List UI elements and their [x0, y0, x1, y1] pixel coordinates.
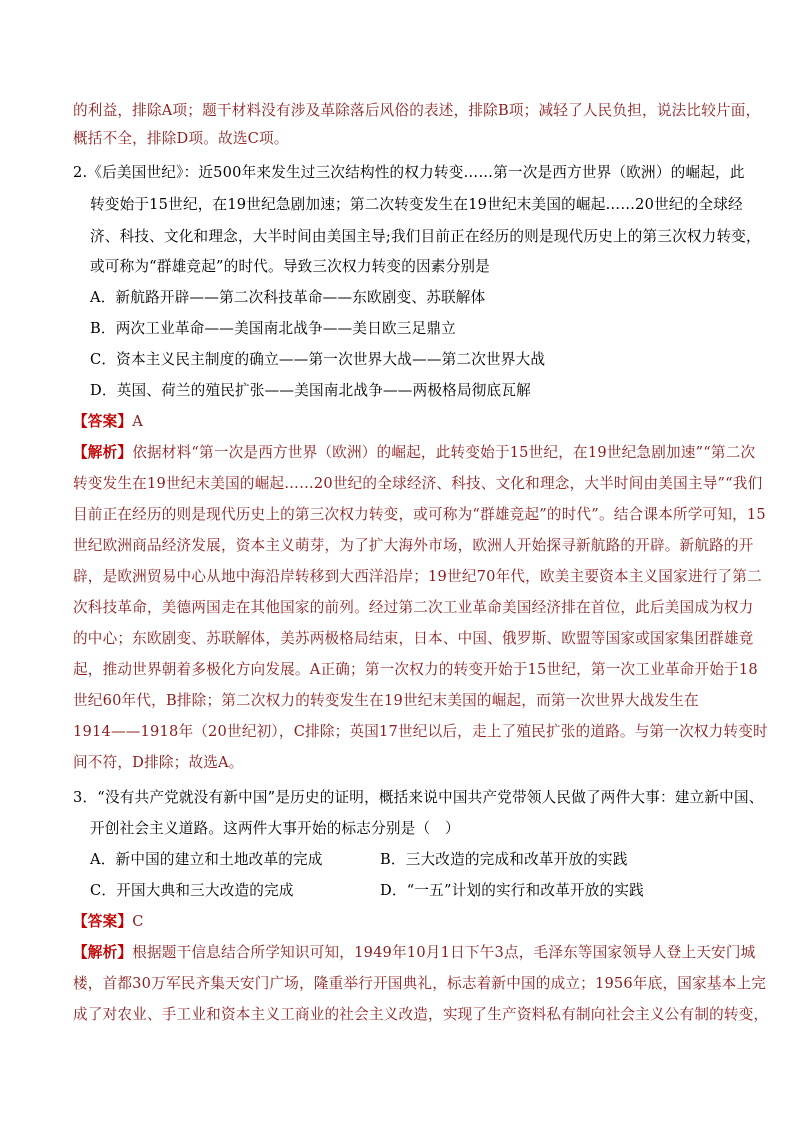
question-stem-line: 转变始于15世纪，在19世纪急剧加速；第二次转变发生在19世纪末美国的崛起……20世纪的全球经 — [90, 196, 743, 213]
analysis-text-line: 的中心；东欧剧变、苏联解体，美苏两极格局结束，日本、中国、俄罗斯、欧盟等国家或国家集团群雄竟 — [73, 630, 754, 647]
option-b: B．两次工业革命——美国南北战争——美日欧三足鼎立 — [90, 320, 456, 337]
answer-value: C — [132, 913, 144, 930]
question-stem-line: 或可称为“群雄竞起”的时代。导致三次权力转变的因素分别是 — [90, 258, 490, 275]
question-stem-line: 开创社会主义道路。这两件大事开始的标志分别是（ ） — [90, 820, 460, 837]
analysis-text-line: 概括不全，排除D项。故选C项。 — [73, 130, 289, 147]
analysis-tag: 【解析】 — [73, 444, 133, 461]
answer-tag: 【答案】 — [73, 413, 133, 430]
analysis-first-line — [73, 943, 755, 963]
question-stem-line: 济、科技、文化和理念，大半时间由美国主导;我们目前正在经历的则是现代历史上的第三次权力转变， — [90, 228, 761, 245]
analysis-text-line: 根据题干信息结合所学知识可知，1949年10月1日下午3点，毛泽东等国家领导人登上天安门城 — [132, 944, 756, 961]
analysis-text-line: 次科技革命，美德两国走在其他国家的前列。经过第二次工业革命美国经济排在首位，此后美国成为权力 — [73, 599, 754, 616]
option-d: D．“一五”计划的实行和改革开放的实践 — [380, 882, 644, 899]
option-d: D．英国、荷兰的殖民扩张——美国南北战争——两极格局彻底瓦解 — [90, 382, 531, 399]
analysis-first-line — [73, 443, 755, 463]
analysis-text-line: 起，推动世界朝着多极化方向发展。A正确；第一次权力的转变开始于15世纪，第一次工业革命开始于18 — [73, 661, 758, 678]
answer-line — [73, 912, 144, 932]
analysis-text-line: 辟，是欧洲贸易中心从地中海沿岸转移到大西洋沿岸；19世纪70年代，欧美主要资本主义国家进行了第二 — [73, 568, 762, 585]
analysis-text-line: 的利益，排除A项；题干材料没有涉及革除落后风俗的表述，排除B项；减轻了人民负担，说法比较片面， — [73, 102, 761, 119]
analysis-text-line: 转变发生在19世纪末美国的崛起……20世纪的全球经济、科技、文化和理念，大半时间由美国主导”“我们 — [73, 475, 763, 492]
question-stem-line: 3．“没有共产党就没有新中国”是历史的证明，概括来说中国共产党带领人民做了两件大事：建立新中国、 — [73, 789, 764, 806]
analysis-text-line: 目前正在经历的则是现代历史上的第三次权力转变，或可称为“群雄竞起”的时代”。结合课本所学可知，15 — [73, 506, 766, 523]
option-c: C．资本主义民主制度的确立——第一次世界大战——第二次世界大战 — [90, 351, 546, 368]
analysis-text-line: 世纪欧洲商品经济发展，资本主义萌芽，为了扩大海外市场，欧洲人开始探寻新航路的开辟。新航路的开 — [73, 537, 754, 554]
analysis-text-line: 1914——1918年（20世纪初），C排除；英国17世纪以后，走上了殖民扩张的道路。与第一次权力转变时 — [73, 723, 768, 740]
option-a: A．新中国的建立和土地改革的完成 — [90, 851, 323, 868]
option-b: B．三大改造的完成和改革开放的实践 — [380, 851, 628, 868]
analysis-text-line: 世纪60年代，B排除；第二次权力的转变发生在19世纪末美国的崛起，而第一次世界大战发生在 — [73, 692, 699, 709]
analysis-text-line: 间不符，D排除；故选A。 — [73, 754, 244, 771]
answer-value: A — [132, 413, 143, 430]
analysis-tag: 【解析】 — [73, 944, 133, 961]
analysis-text-line: 楼，首都30万军民齐集天安门广场，隆重举行开国典礼，标志着新中国的成立；1956年底，国家基本上完 — [73, 975, 767, 992]
answer-tag: 【答案】 — [73, 913, 133, 930]
analysis-text-line: 依据材料“第一次是西方世界（欧洲）的崛起，此转变始于15世纪，在19世纪急剧加速”“第二次 — [132, 444, 756, 461]
question-stem-line: 2.《后美国世纪》：近500年来发生过三次结构性的权力转变……第一次是西方世界（欧洲）的崛起，此 — [73, 164, 745, 181]
option-c: C．开国大典和三大改造的完成 — [90, 882, 294, 899]
answer-line — [73, 412, 143, 432]
option-a: A．新航路开辟——第二次科技革命——东欧剧变、苏联解体 — [90, 289, 486, 306]
analysis-text-line: 成了对农业、手工业和资本主义工商业的社会主义改造，实现了生产资料私有制向社会主义公有制的转变， — [73, 1006, 769, 1023]
